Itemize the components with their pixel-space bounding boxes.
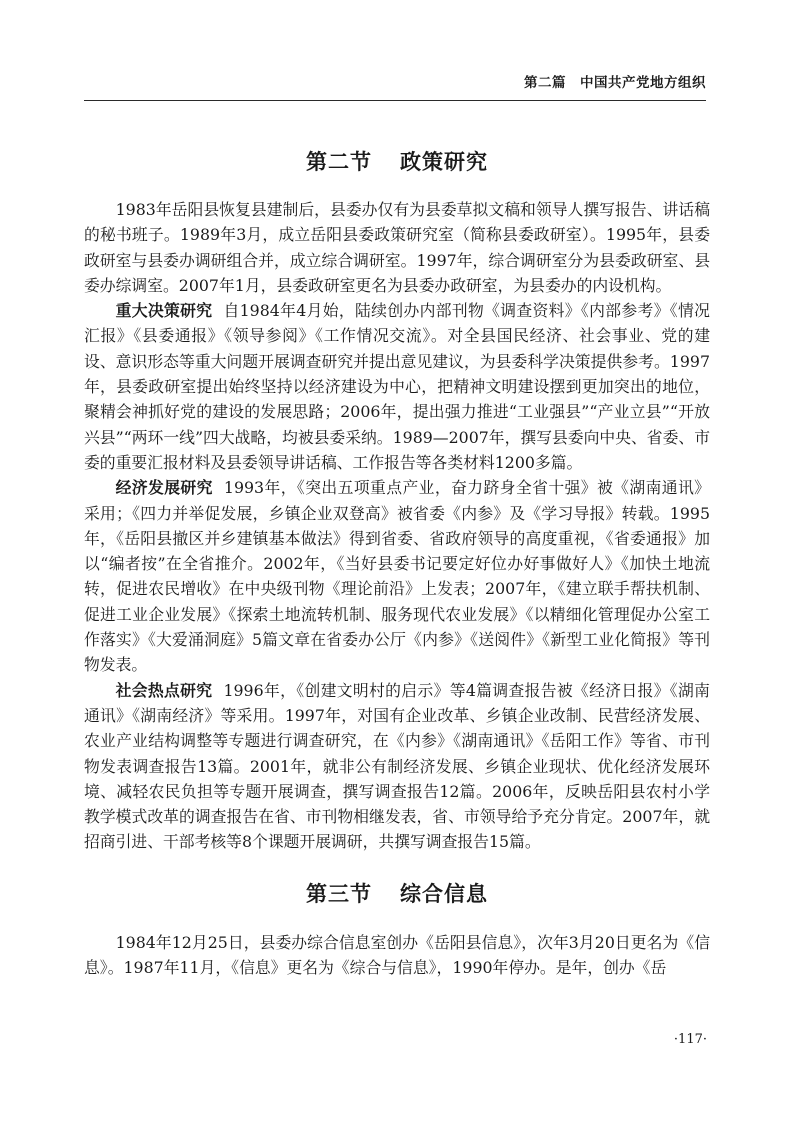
page-number: ·117· xyxy=(673,1032,707,1047)
header-part: 第二篇 xyxy=(524,75,566,91)
paragraph-body: 1993年，《突出五项重点产业，奋力跻身全省十强》被《湖南通讯》采用；《四力并举促发展，乡镇企业双登高》被省委《内参》及《学习导报》转载。1995年，《岳阳县撤区并乡建镇基本做法》得到省委、省政府领导的高度重视，《省委通报》加以“编者按”在全省推介。2002年，《当好县委书记要定好位办好事做好人》《加快土地流转，促进农民增收》在中央级刊物《理论前沿》上发表；2007年，《建立联手帮扶机制、促进工业企业发展》《探索土地流转机制、服务现代农业发展》《以精细化管理促办公室工作落实》《大爱涌洞庭》5篇文章在省委办公厅《内参》《送阅件》《新型工业化简报》等刊物发表。 xyxy=(84,478,710,675)
section-title-comprehensive-info xyxy=(84,880,710,908)
page-body xyxy=(84,148,710,980)
section-intro-paragraph: 1984年12月25日，县委办综合信息室创办《岳阳县信息》，次年3月20日更名为《信息》。1987年11月，《信息》更名为《综合与信息》，1990年停办。是年，创办《岳 xyxy=(84,932,710,978)
run-in-heading: 社会热点研究 xyxy=(115,680,213,700)
run-in-heading: 重大决策研究 xyxy=(115,301,213,321)
section-intro-paragraph: 1983年岳阳县恢复县建制后，县委办仅有为县委草拟文稿和领导人撰写报告、讲话稿的秘书班子。1989年3月，成立岳阳县委政策研究室（简称县委政研室）。1995年，县委政研室与县委办调研组合并，成立综合调研室。1997年，综合调研室分为县委政研室、县委办综调室。2007年1月，县委政研室更名为县委办政研室，为县委办的内设机构。 xyxy=(84,200,710,295)
section-number: 第二节 xyxy=(306,150,372,174)
section-name: 政策研究 xyxy=(400,150,488,174)
paragraph-body: 自1984年4月始，陆续创办内部刊物《调查资料》《内部参考》《情况汇报》《县委通报》《领导参阅》《工作情况交流》。对全县国民经济、社会事业、党的建设、意识形态等重大问题开展调查研究并提出意见建议，为县委科学决策提供参考。1997年，县委政研室提出始终坚持以经济建设为中心，把精神文明建设摆到更加突出的地位，聚精会神抓好党的建设的发展思路；2006年，提出强力推进“工业强县”“产业立县”“开放兴县”“两环一线”四大战略，均被县委采纳。1989—2007年，撰写县委向中央、省委、市委的重要汇报材料及县委领导讲话稿、工作报告等各类材料1200多篇。 xyxy=(84,301,710,472)
header-title: 中国共产党地方组织 xyxy=(580,75,706,91)
running-header xyxy=(84,62,706,101)
paragraph-economic-development-research xyxy=(84,475,710,677)
run-in-heading: 经济发展研究 xyxy=(115,478,213,498)
section-title-policy-research xyxy=(84,148,710,176)
section-number: 第三节 xyxy=(306,881,372,906)
paragraph-social-hotspot-research xyxy=(84,678,710,855)
section-name: 综合信息 xyxy=(400,881,488,906)
paragraph-body: 1996年，《创建文明村的启示》等4篇调查报告被《经济日报》《湖南通讯》《湖南经济》等采用。1997年，对国有企业改革、乡镇企业改制、民营经济发展、农业产业结构调整等专题进行调查研究，在《内参》《湖南通讯》《岳阳工作》等省、市刊物发表调查报告13篇。2001年，就非公有制经济发展、乡镇企业现状、优化经济发展环境、减轻农民负担等专题开展调查，撰写调查报告12篇。2006年，反映岳阳县农村小学教学模式改革的调查报告在省、市刊物相继发表，省、市领导给予充分肯定。2007年，就招商引进、干部考核等8个课题开展调研，共撰写调查报告15篇。 xyxy=(84,680,710,852)
header-text xyxy=(524,71,706,91)
paragraph-major-decision-research xyxy=(84,298,710,475)
